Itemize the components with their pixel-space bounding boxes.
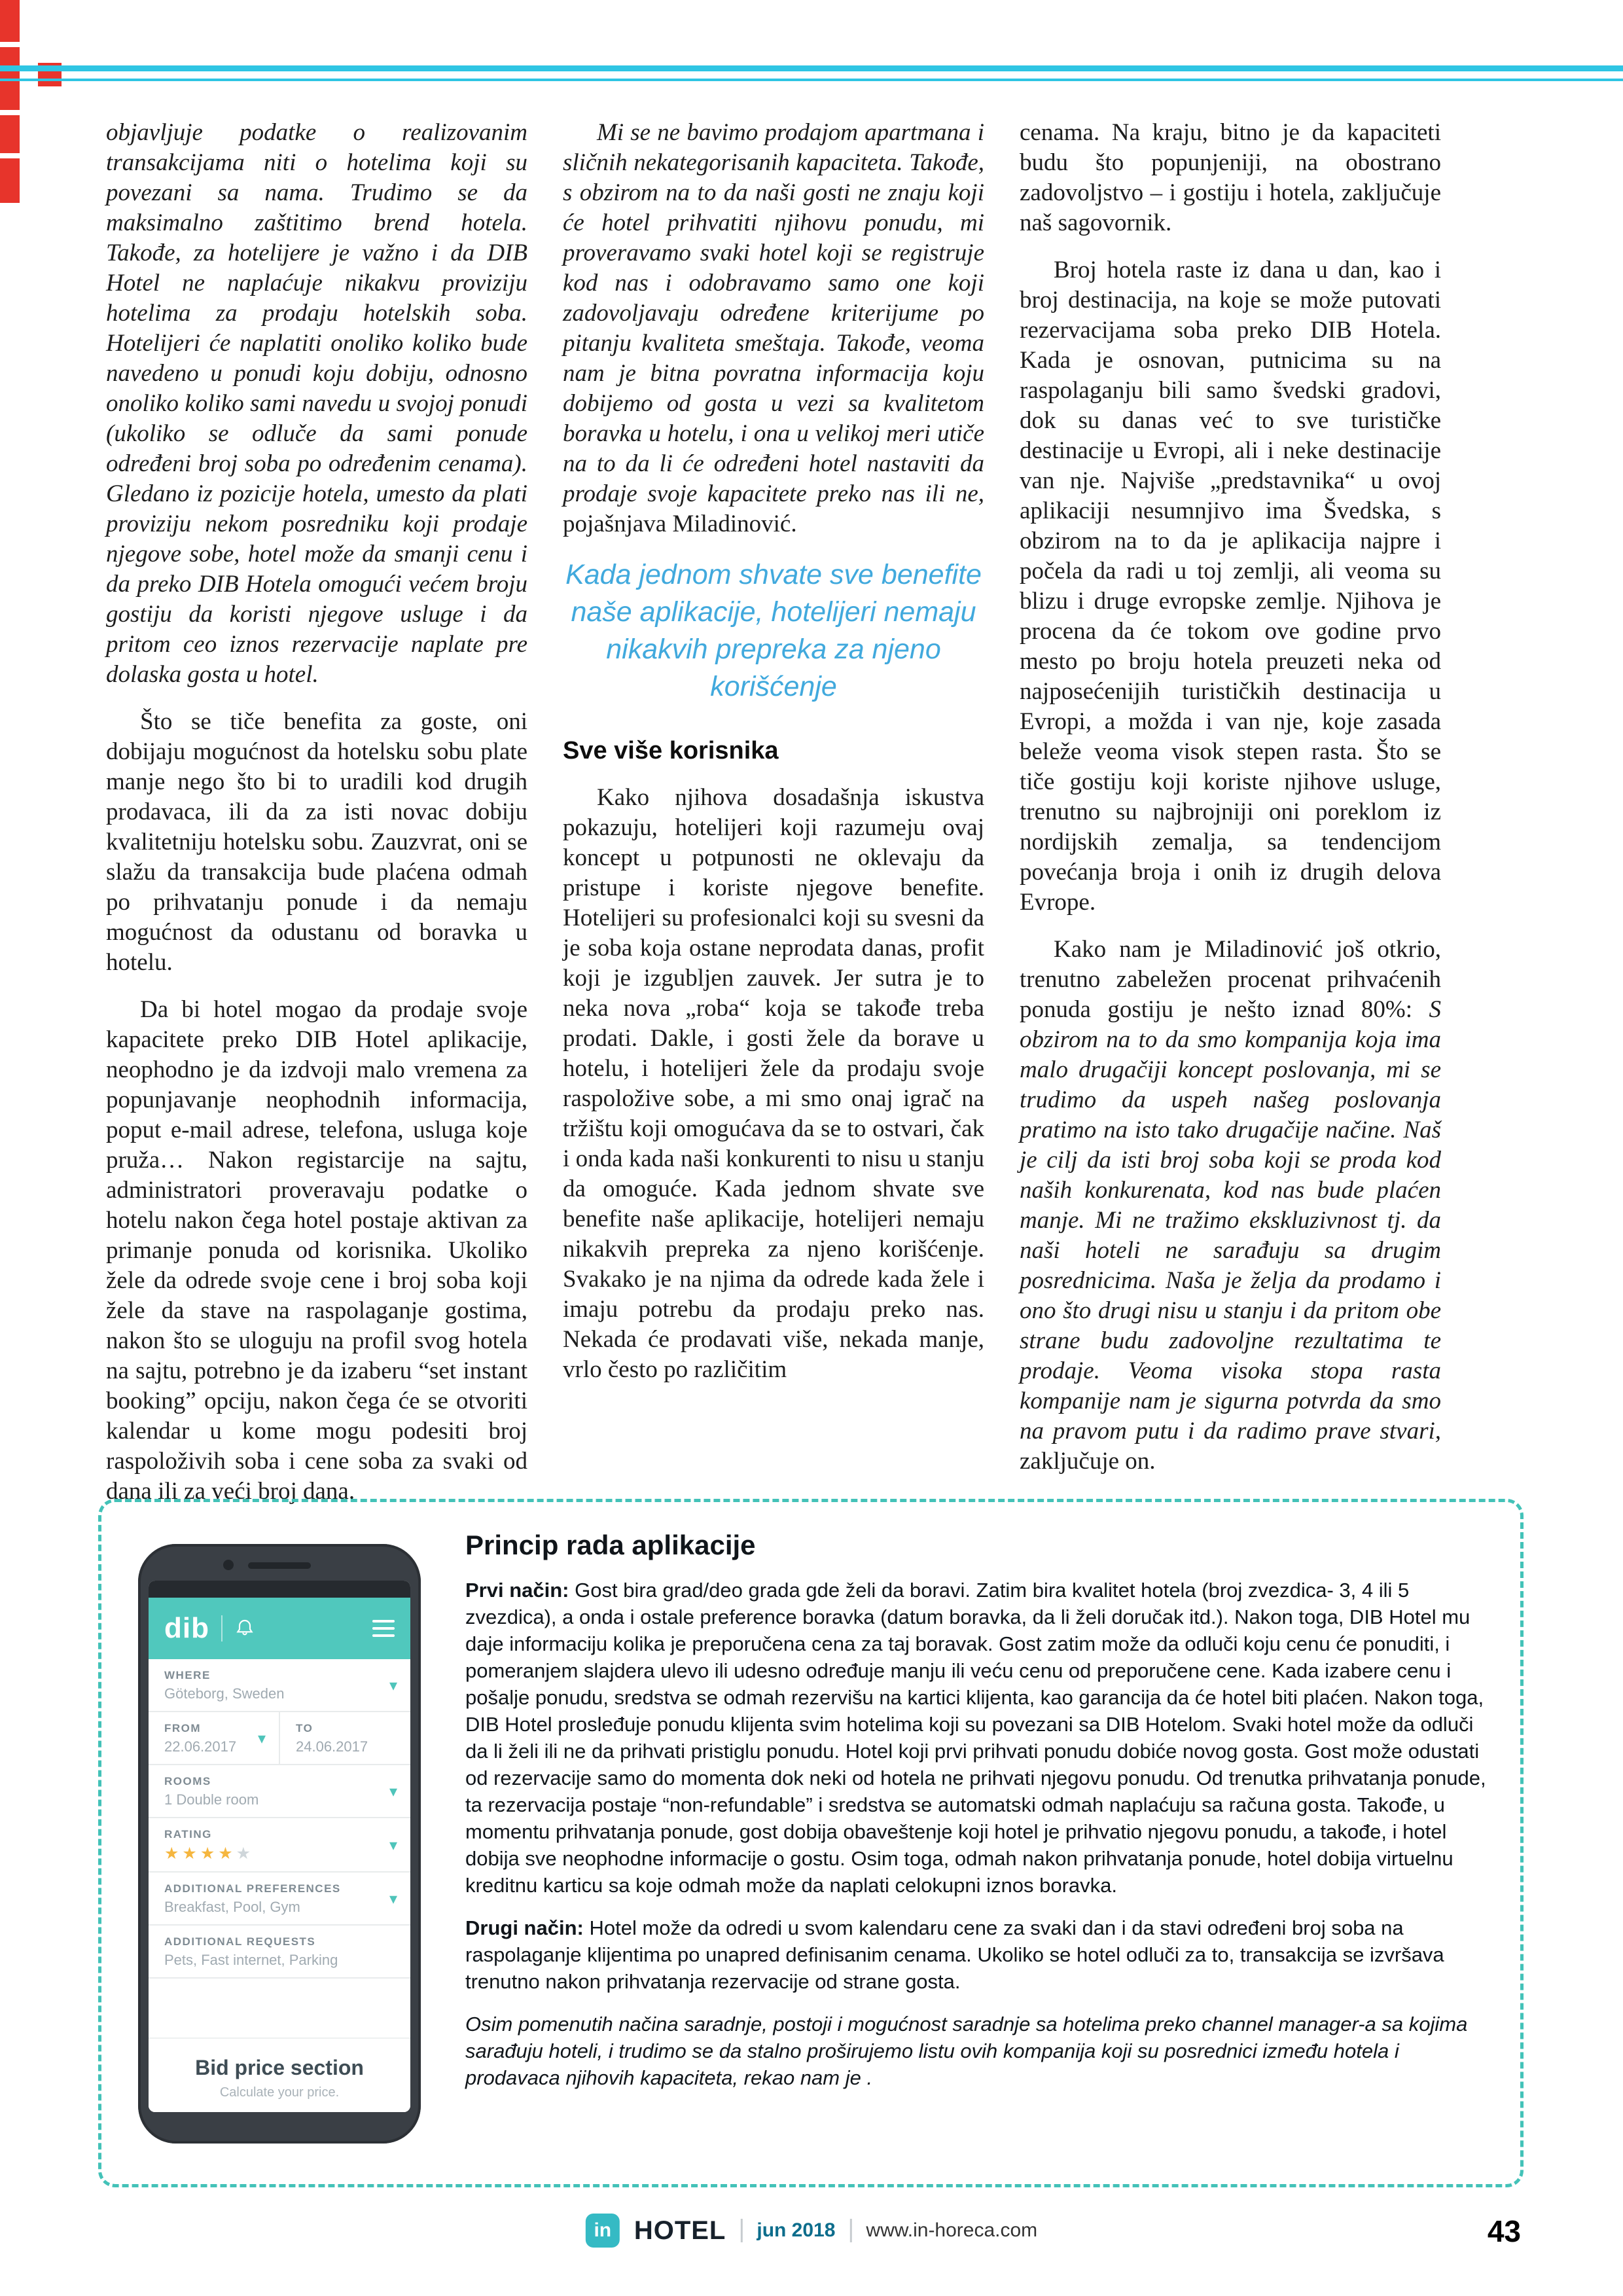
article-paragraph-quote: objavljuje podatke o realizovanim transakcijama niti o hotelima koji su povezani sa nama. Trudimo se da maksimalno zaštitimo brend hotela. Takođe, za hotelijere je važno i da DIB Hotel ne naplaćuje nikakvu proviziju hotelima za prodaju hotelskih soba. Hotelijeri će naplatiti onoliko koliko bude navedeno u ponudi koju dobiju, odnosno onoliko koliko sami navedu u svojoj ponudi (ukoliko se odluče da sami ponude određeni broj soba po određenim cenama). Gledano iz pozicije hotela, umesto da plati proviziju nekom posredniku koji prodaje njegove sobe, hotel može da smanji cenu i da preko DIB Hotela omogući većem broju gostiju da koristi njegove usluge i da pritom ceo iznos rezervacije naplate pre dolaska gosta u hotel. bbox=[106, 119, 527, 688]
field-label: ADDITIONAL PREFERENCES bbox=[164, 1882, 341, 1895]
field-value: 22.06.2017 bbox=[164, 1738, 237, 1755]
article-paragraph-quote bbox=[563, 118, 984, 539]
print-mark-red-bar bbox=[0, 115, 20, 153]
article-paragraph: cenama. Na kraju, bitno je da kapaciteti budu što popunjeniji, na obostrano zadovoljstvo – i gostiju i hotela, zaključuje naš sagovornik. bbox=[1020, 119, 1441, 236]
field-value: 1 Double room bbox=[164, 1791, 259, 1808]
footer-site-url: www.in-horeca.com bbox=[866, 2219, 1038, 2241]
print-rule-bottom bbox=[0, 79, 1623, 81]
article-column-left bbox=[106, 118, 527, 1507]
field-label: FROM bbox=[164, 1722, 202, 1734]
article-paragraph-mixed bbox=[1020, 935, 1441, 1477]
article-paragraph: Što se tiče benefita za goste, oni dobijaju mogućnost da hotelsku sobu plate manje nego što bi to uradili kod drugih prodavaca, ili da za isti novac dobiju kvalitetniju hotelsku sobu. Zauzvrat, oni se slažu da transakcija bude plaćena odmah po prihvatanju ponude i da nemaju mogućnost da odustanu od boravka u hotelu. bbox=[106, 708, 527, 976]
pull-quote: Kada jednom shvate sve benefite naše aplikacije, hotelijeri nemaju nikakvih prepreka za njeno korišćenje bbox=[565, 559, 982, 702]
paragraph-text: Hotel može da odredi u svom kalendaru cene za svaki dan i da stavi određeni broj soba na raspolaganje klijentima po unapred definisanim cenama. Ukoliko se hotel odluči za to, transakcija se izvršava trenutno nakon prihvatanja rezervacije od strane gosta. bbox=[465, 1916, 1444, 1993]
field-label: RATING bbox=[164, 1828, 212, 1840]
header-divider bbox=[221, 1615, 223, 1641]
hamburger-menu-icon bbox=[372, 1620, 395, 1637]
status-bar bbox=[149, 1581, 410, 1598]
bid-price-subtitle: Calculate your price. bbox=[219, 2085, 340, 2100]
print-mark-red-bar bbox=[0, 158, 20, 203]
box-paragraph-second-way bbox=[465, 1914, 1488, 1995]
article-column-middle bbox=[563, 118, 984, 1507]
dib-logo: dib bbox=[164, 1612, 209, 1644]
quote-text: S obzirom na to da smo kompanija koja ima malo drugačiji koncept poslovanja, mi se trudimo da uspeh našeg poslovanja pratimo na isto tako drugačije načine. Naš je cilj da isti broj soba koji se proda kod naših konkurenata, kod nas bude plaćen manje. Mi ne tražimo ekskluzivnost tj. da naši hoteli ne sarađuju sa drugim posrednicima. Naša je želja da prodamo i ono što drugi nisu u stanju i da pritom obe strane budu zadovoljne rezultatima te prodaje. Veoma visoka stopa rasta kompanije nam je sigurna potvrda da smo na pravom putu i da radimo prave stvari, bbox=[1020, 996, 1441, 1444]
footer-issue: jun 2018 bbox=[757, 2219, 836, 2241]
field-value: Göteborg, Sweden bbox=[164, 1685, 285, 1702]
article-column-right bbox=[1020, 118, 1441, 1507]
paragraph-lead-label: Drugi način: bbox=[465, 1916, 584, 1939]
chevron-down-icon: ▾ bbox=[389, 1835, 397, 1854]
quote-text: Mi se ne bavimo prodajom apartmana i sličnih nekategorisanih kapaciteta. Takođe, s obzirom na to da naši gosti ne znaju koji će hotel prihvatiti njihovu ponudu, mi proveravamo svaki hotel koji se registruje kod nas i odobravamo samo one koji zadovoljavaju određene kriterijume po pitanju kvaliteta smeštaja. Takođe, veoma nam je bitna povratna informacija koju dobijemo od gosta u vezi sa kvalitetom boravka u hotelu, i ona u velikoj meri utiče na to da li će određeni hotel nastaviti da prodaje svoje kapacitete preko nas ili ne, bbox=[563, 119, 984, 507]
article-text: Kako nam je Miladinović još otkrio, trenutno zabeležen procenat prihvaćenih ponuda gostiju je nešto iznad 80%: bbox=[1020, 936, 1441, 1023]
box-paragraph-first-way bbox=[465, 1577, 1488, 1899]
footer-divider bbox=[740, 2219, 742, 2242]
bell-icon bbox=[234, 1618, 255, 1639]
article-body bbox=[106, 118, 1441, 1507]
star-icon-empty: ★ bbox=[236, 1844, 255, 1863]
attribution-text: zaključuje on. bbox=[1020, 1448, 1156, 1475]
chevron-down-icon: ▾ bbox=[389, 1676, 397, 1695]
app-search-form bbox=[149, 1659, 410, 2112]
star-icon-filled: ★★★★ bbox=[164, 1844, 236, 1863]
in-logo: in bbox=[586, 2214, 620, 2248]
bid-price-section bbox=[149, 2037, 410, 2112]
field-rating bbox=[149, 1818, 410, 1873]
field-dates-row bbox=[149, 1712, 410, 1765]
app-header bbox=[149, 1598, 410, 1659]
print-rule-top bbox=[0, 65, 1623, 71]
paragraph-lead-label: Prvi način: bbox=[465, 1579, 569, 1602]
field-value: Pets, Fast internet, Parking bbox=[164, 1952, 338, 1968]
chevron-down-icon: ▾ bbox=[257, 1729, 266, 1748]
chevron-down-icon: ▾ bbox=[389, 1889, 397, 1908]
section-heading: Sve više korisnika bbox=[563, 737, 779, 764]
speaker-icon bbox=[248, 1562, 311, 1569]
field-additional-requests bbox=[149, 1926, 410, 1979]
star-rating bbox=[164, 1844, 395, 1863]
field-rooms bbox=[149, 1765, 410, 1818]
field-from bbox=[149, 1712, 279, 1764]
paragraph-text: Gost bira grad/deo grada gde želi da boravi. Zatim bira kvalitet hotela (broj zvezdica- 3, 4 ili 5 zvezdica), a onda i ostale preference boravka (datum boravka, da li želi doručak itd.). Nakon toga, DIB Hotel mu daje informaciju kolika je preporučena cena za taj boravak. Gost zatim može da odluči koju cenu će ponuditi, i pomeranjem slajdera ulevo ili udesno određuje manju ili veću cenu od preporučene cene. Kada izabere cenu i pošalje ponudu, sredstva se odmah rezervišu na kartici klijenta, kao garancija da će hotel biti plaćen. Nakon toga, DIB Hotel prosleđuje ponudu klijenta svim hotelima koji su povezani sa DIB Hotelom. Svaki hotel može da odluči da li želi ili ne da prihvati pristiglu ponudu. Hotel koji prvi prihvati ponudu dobiće novog gosta. Gost može odustati od rezervacije samo do momenta dok neki od hotela ne prihvati njegovu ponudu. Od trenutka prihvatanja ponude, ta rezervacija postaje “non-refundable” i sredstva se automatski odmah naplaćuju sa računa gosta. Takođe, u momentu prihvatanja ponude, gost dobija obaveštenje koji hotel je prihvatio njegovu ponudu, a takođe, i hotel dobija sve neophodne informacije o gostu. Osim toga, odmah nakon prihvatanja ponude, hotel dobija virtuelnu kreditnu karticu sa koje odmah može da naplati celokupni iznos boravka. bbox=[465, 1579, 1486, 1897]
footer-divider bbox=[849, 2219, 851, 2242]
article-paragraph: Broj hotela raste iz dana u dan, kao i broj destinacija, na koje se može putovati rezervacijama soba preko DIB Hotela. Kada je osnovan, putnicima su na raspolaganju bili samo švedski gradovi, dok su danas već to sve turističke destinacije u Evropi, ali i neke destinacije van nje. Najviše „predstavnika“ u ovoj aplikaciji nesumnjivo ima Švedska, s obzirom na to da je aplikacija najpre i počela da radi u toj zemlji, ali veoma su blizu i druge evropske zemlje. Njihova je procena da će tokom ove godine prvo mesto po broju hotela preuzeti neka od najposećenijih turističkih destinacija u Evropi, a možda i van nje, koje zasada beleže veoma visok stepen rasta. Što se tiče gostiju koji koriste njihove usluge, trenutno su najbrojniji oni poreklom iz nordijskih zemalja, sa tendencijom povećanja broja i onih iz drugih delova Evrope. bbox=[1020, 257, 1441, 916]
field-where bbox=[149, 1659, 410, 1712]
phone-screen bbox=[149, 1581, 410, 2112]
field-value: Breakfast, Pool, Gym bbox=[164, 1899, 300, 1915]
field-label: TO bbox=[296, 1722, 313, 1734]
footer-brand: HOTEL bbox=[633, 2215, 726, 2245]
box-title: Princip rada aplikacije bbox=[465, 1530, 756, 1560]
print-mark-red-bar bbox=[0, 0, 20, 42]
article-paragraph: Da bi hotel mogao da prodaje svoje kapacitete preko DIB Hotel aplikacije, neophodno je da izdvoji malo vremena za popunjavanje neophodnih informacija, poput e-mail adrese, telefona, usluga koje pruža… Nakon registarcije na sajtu, administratori proveravaju podatke o hotelu nakon čega hotel postaje aktivan za primanje ponuda od korisnika. Ukoliko žele da odrede svoje cene i broj soba koji žele da stave na raspolaganje gostima, nakon što se uloguju na profil svog hotela na sajtu, potrebno je da izaberu “set instant booking” opciju, nakon čega će se otvoriti kalendar u kome mogu podesiti broj raspoloživih soba i cene soba za svaki od dana ili za veći broj dana. bbox=[106, 996, 527, 1505]
principle-text bbox=[465, 1530, 1488, 2107]
article-paragraph: Kako njihova dosadašnja iskustva pokazuju, hotelijeri koji razumeju ovaj koncept u potpunosti ne oklevaju da pristupe i koriste njegove benefite. Hotelijeri su profesionalci koji su svesni da je soba koja ostane neprodata danas, profit koji je izgubljen zauvek. Jer sutra je to neka nova „roba“ koja se takođe treba prodati. Dakle, i gosti žele da borave u hotelu, i hotelijeri žele da prodaju svoje raspoložive sobe, a mi smo onaj igrač na tržištu koji omogućava da se to ostvari, čak i onda kada naši konkurenti to nisu u stanju da omoguće. Kada jednom shvate sve benefite naše aplikacije, hotelijeri nemaju nikakvih prepreka za njeno korišćenje. Svakako je na njima da odrede kada žele i imaju potrebu da prodaju preko nas. Nekada će prodavati više, nekada manje, vrlo često po različitim bbox=[563, 784, 984, 1383]
bid-price-section-title: Bid price section bbox=[195, 2056, 364, 2079]
page-number: 43 bbox=[1487, 2214, 1521, 2248]
field-label: WHERE bbox=[164, 1669, 211, 1681]
field-value: 24.06.2017 bbox=[296, 1738, 368, 1755]
phone-mockup bbox=[138, 1544, 421, 2144]
field-to bbox=[279, 1712, 410, 1764]
chevron-down-icon: ▾ bbox=[389, 1782, 397, 1801]
field-label: ROOMS bbox=[164, 1775, 211, 1787]
field-label: ADDITIONAL REQUESTS bbox=[164, 1935, 316, 1948]
field-additional-preferences bbox=[149, 1873, 410, 1926]
attribution-text: pojašnjava Miladinović. bbox=[563, 511, 797, 537]
footer-brand-group bbox=[586, 2214, 1037, 2248]
camera-icon bbox=[223, 1560, 234, 1570]
box-paragraph-quote: Osim pomenutih načina saradnje, postoji i mogućnost saradnje sa hotelima preko channel manager-a sa kojima sarađuju hoteli, i trudimo se da stalno proširujemo listu ovih kompanija koji su posrednici između hotela i prodavaca njihovih kapaciteta, rekao nam je . bbox=[465, 2013, 1468, 2089]
app-principle-box bbox=[98, 1499, 1524, 2187]
page-footer bbox=[0, 2214, 1623, 2255]
